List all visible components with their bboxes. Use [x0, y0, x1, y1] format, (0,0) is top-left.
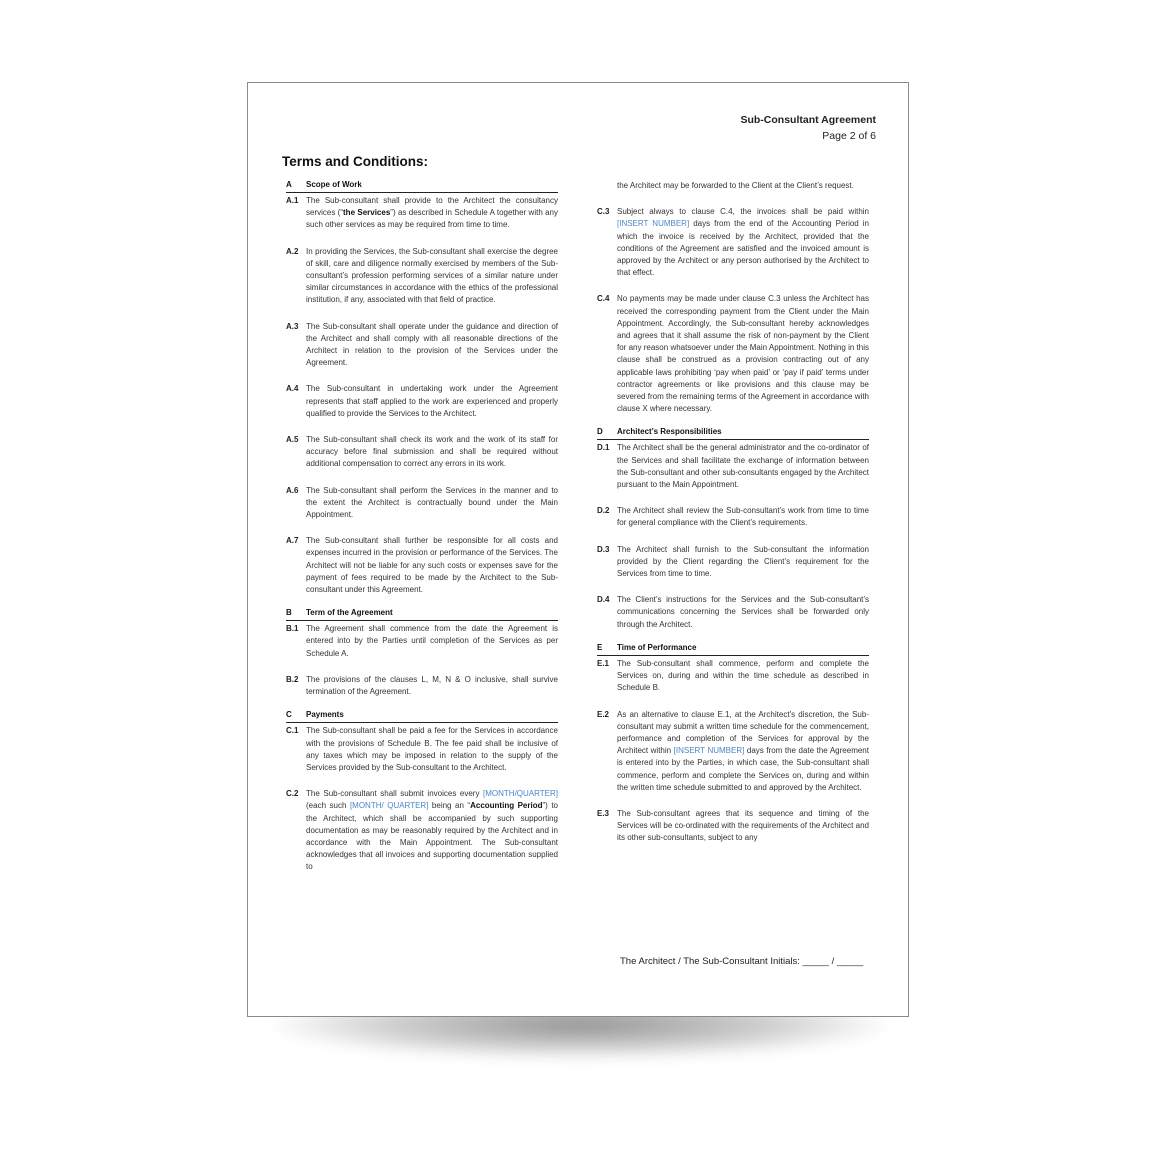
initials-footer: The Architect / The Sub-Consultant Initials: _____ / _____	[620, 956, 864, 967]
clause-d2: D.2 The Architect shall review the Sub-consultant’s work from time to time for general compliance with the Client’s requirements.	[597, 506, 869, 528]
clause-a5: A.5 The Sub-consultant shall check its work and the work of its staff for accuracy before final submission and shall be required without additional compensation to correct any errors in its work.	[286, 435, 558, 469]
clause-e1: E.1 The Sub-consultant shall commence, perform and complete the Services on, during and within the time schedule as described in Schedule B.	[597, 658, 869, 693]
clause-b2: B.2 The provisions of the clauses L, M, N & O inclusive, shall survive termination of the Agreement.	[286, 674, 558, 697]
clause-a2: A.2 In providing the Services, the Sub-consultant shall exercise the degree of skill, care and diligence normally exercised by members of the Sub-consultant’s profession performing services of a similar nature under similar circumstances in accordance with the ethics of the professional institution, if any, associated with that field of practice.	[286, 246, 558, 305]
clause-c2: C.2 The Sub-consultant shall submit invoices every [MONTH/QUARTER] (each such [MONTH/ QUARTER] being an “Accounting Period”) to the Architect, which shall be accompanied by such supporting documentation as may be reasonably required by the Architect and in accordance with the Main Appointment. The Sub-consultant acknowledges that all invoices and supporting documentation supplied to	[286, 789, 559, 872]
document-page	[247, 82, 909, 1017]
clause-c2-continued: the Architect may be forwarded to the Client at the Client’s request.	[617, 181, 854, 190]
placeholder-insert-number: [INSERT NUMBER]	[617, 219, 690, 229]
clause-a3: A.3 The Sub-consultant shall operate under the guidance and direction of the Architect and shall comply with all reasonable directions of the Architect in relation to the provision of the Services under the Agreement.	[286, 321, 558, 368]
page-number: Page 2 of 6	[822, 130, 876, 142]
clause-d3: D.3 The Architect shall furnish to the Sub-consultant the information provided by the Client regarding the Client’s requirement for the Services from time to time.	[597, 544, 869, 579]
section-b-heading: B Term of the Agreement	[286, 608, 558, 621]
document-title: Sub-Consultant Agreement	[740, 114, 876, 126]
clause-c1: C.1 The Sub-consultant shall be paid a fee for the Services in accordance with the provisions of Schedule B. The fee paid shall be inclusive of any taxes which may be imposed in relation to the supply of the Services provided by the Sub-consultant to the Architect.	[286, 726, 558, 772]
clause-a6: A.6 The Sub-consultant shall perform the Services in the manner and to the extent the Architect is contractually bound under the Main Appointment.	[286, 485, 558, 520]
left-column	[286, 180, 558, 874]
placeholder-month-quarter-2: [MONTH/ QUARTER]	[349, 801, 429, 811]
section-d-heading: D Architect’s Responsibilities	[597, 427, 869, 440]
terms-heading: Terms and Conditions:	[282, 154, 429, 169]
placeholder-insert-number-2: [INSERT NUMBER]	[673, 746, 745, 756]
section-c-heading: C Payments	[286, 710, 558, 723]
clause-a1: A.1 The Sub-consultant shall provide to the Architect the consultancy services (“the Services”) as described in Schedule A together with any such other services as may be required from time to time.	[286, 196, 559, 230]
section-a-heading: A Scope of Work	[286, 180, 558, 193]
clause-a4: A.4 The Sub-consultant in undertaking work under the Agreement represents that staff applied to the work are experienced and properly qualified to provide the Services to the Architect.	[286, 384, 558, 418]
clause-e2: E.2 As an alternative to clause E.1, at the Architect’s discretion, the Sub-consultant may submit a written time schedule for the commencement, performance and completion of the Services for approval by the Architect within [INSERT NUMBER] days from the date the Agreement is entered into by the Parties, in which case, the Sub-consultant shall commence, perform and complete the Services on, during and within the written time schedule submitted to and approved by the Architect.	[597, 709, 869, 792]
clause-e3: E.3 The Sub-consultant agrees that its sequence and timing of the Services will be co-ordinated with the requirements of the Architect and its other sub-consultants, subject to any	[597, 808, 869, 843]
right-column	[597, 180, 869, 845]
clause-d1: D.1 The Architect shall be the general administrator and the co-ordinator of the Services and shall facilitate the exchange of information between the Sub-consultant and other sub-consultants engaged by the Architect pursuant to the Main Appointment.	[597, 443, 869, 490]
section-e-heading: E Time of Performance	[597, 643, 869, 656]
clause-b1: B.1 The Agreement shall commence from the date the Agreement is entered into by the Parties until completion of the Services as per Schedule A.	[286, 624, 558, 658]
clause-c3: C.3 Subject always to clause C.4, the invoices shall be paid within [INSERT NUMBER] days from the end of the Accounting Period in which the invoice is received by the Architect, provided that the conditions of the Agreement are satisfied and the invoiced amount is approved by the Architect or any person authorised by the Architect to that effect.	[597, 207, 870, 278]
clause-a7: A.7 The Sub-consultant shall further be responsible for all costs and expenses incurred in the provision or performance of the Services. The Architect will not be liable for any such costs or expenses save for the payment of fees required to be made by the Architect to the Sub-consultant under this Agreement.	[286, 536, 558, 595]
clause-d4: D.4 The Client’s instructions for the Services and the Sub-consultant’s communications concerning the Services shall be forwarded only through the Architect.	[597, 595, 869, 629]
clause-c4: C.4 No payments may be made under clause C.3 unless the Architect has received the corresponding payment from the Client under the Main Appointment. Accordingly, the Sub-consultant hereby acknowledges and agrees that it shall assume the risk of non-payment by the Client for any reason whatsoever under the Main Appointment. Nothing in this clause shall be construed as a provision contracting out of any applicable laws prohibiting ‘pay when paid’ or ‘pay if paid’ terms under contractor agreements or like provisions and this clause may be severed from the remaining terms of the Agreement in accordance with clause X where necessary.	[597, 294, 869, 414]
placeholder-month-quarter: [MONTH/QUARTER]	[483, 789, 558, 799]
